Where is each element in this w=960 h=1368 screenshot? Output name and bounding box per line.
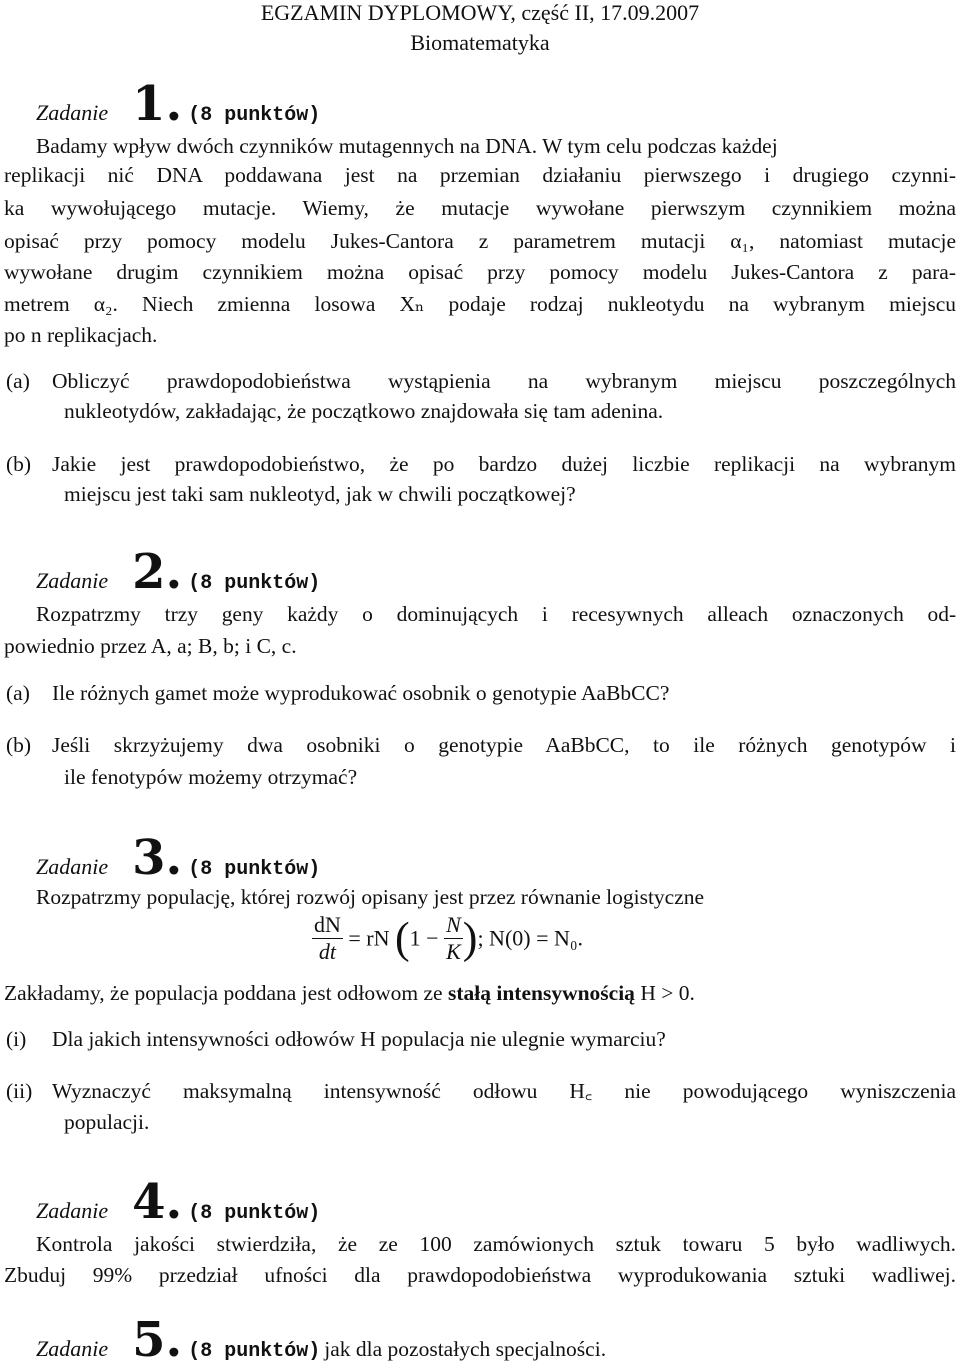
left-paren: ( — [395, 913, 410, 963]
task-3-item-i-line-1: Dla jakich intensywności odłowów H populacja nie ulegnie wymarciu? — [52, 1027, 666, 1051]
task-1-item-a-line-1: Obliczyć prawdopodobieństwa wystąpienia na wybranym miejscu poszczególnych — [52, 369, 956, 393]
task-points: (8 punktów) — [188, 104, 321, 127]
task-number: 1. — [132, 76, 183, 132]
task-3-item-i-label: (i) — [6, 1027, 27, 1051]
equation-one-minus: 1 − — [409, 925, 439, 951]
task-1-text-line-5: wywołane drugim czynnikiem można opisać przy pomocy modelu Jukes-Cantora z para- — [4, 260, 956, 284]
task-1-text-line-2: replikacji nić DNA poddawana jest na przemian działaniu pierwszego i drugiego czynni- — [4, 163, 956, 187]
task-2-text-line-2: powiednio przez A, a; B, b; i C, c. — [4, 634, 297, 658]
task-1-item-b-line-1: Jakie jest prawdopodobieństwo, że po bardzo dużej liczbie replikacji na wybranym — [52, 452, 956, 476]
task-2-item-b-line-2: ile fenotypów możemy otrzymać? — [64, 765, 358, 789]
task-1-item-a-label: (a) — [6, 369, 30, 393]
task-label: Zadanie — [36, 568, 109, 593]
right-paren: ) — [462, 913, 478, 963]
task-label: Zadanie — [36, 854, 109, 879]
task-1-heading — [36, 76, 321, 132]
exam-subject: Biomatematyka — [410, 30, 550, 55]
task-number: 3. — [132, 830, 183, 886]
equation-rhs: = rN — [348, 925, 390, 951]
task-1-text-line-7: po n replikacjach. — [4, 323, 158, 347]
task-4-heading — [36, 1174, 321, 1230]
task-1-item-a-line-2: nukleotydów, zakładając, że początkowo znajdowała się tam adenina. — [64, 399, 664, 423]
task-1-text-line-1: Badamy wpływ dwóch czynników mutagennych na DNA. W tym celu podczas każdej — [36, 134, 778, 158]
task-3-item-ii-line-2: populacji. — [64, 1110, 150, 1134]
derivative-fraction — [312, 912, 343, 965]
assumption-text: Zakładamy, że populacja poddana jest odłowom ze — [4, 981, 448, 1005]
exam-title: EGZAMIN DYPLOMOWY, część II, 17.09.2007 — [260, 0, 700, 25]
fraction-numerator: N — [446, 912, 461, 937]
task-2-heading — [36, 544, 321, 600]
task-1-text-line-6: metrem α₂. Niech zmienna losowa Xₙ podaje rodzaj nukleotydu na wybranym miejscu — [4, 292, 956, 316]
task-1-text-line-4: opisać przy pomocy modelu Jukes-Cantora z parametrem mutacji α₁, natomiast mutacje — [4, 229, 956, 253]
assumption-bold: stałą intensywnością — [447, 981, 635, 1005]
task-points: (8 punktów) — [188, 858, 321, 881]
task-5-heading — [36, 1312, 607, 1368]
carrying-capacity-fraction — [444, 912, 463, 965]
task-2-item-b-label: (b) — [6, 733, 32, 757]
task-points: (8 punktów) — [188, 1340, 321, 1363]
task-2-item-a-label: (a) — [6, 681, 30, 705]
task-4-text-line-1: Kontrola jakości stwierdziła, że ze 100 zamówionych sztuk towaru 5 było wadliwych. — [36, 1232, 956, 1256]
task-points: (8 punktów) — [188, 572, 321, 595]
task-3-item-ii-label: (ii) — [6, 1079, 33, 1103]
task-number: 4. — [132, 1174, 183, 1230]
task-2-item-a-line-1: Ile różnych gamet może wyprodukować osobnik o genotypie AaBbCC? — [52, 681, 670, 705]
task-label: Zadanie — [36, 100, 109, 125]
task-1-item-b-line-2: miejscu jest taki sam nukleotyd, jak w chwili początkowej? — [64, 482, 576, 506]
task-3-assumption — [4, 980, 695, 1006]
task-1-item-b-label: (b) — [6, 452, 32, 476]
fraction-denominator: K — [446, 939, 461, 964]
derivative-denominator: dt — [318, 939, 336, 964]
task-label: Zadanie — [36, 1336, 109, 1361]
task-3-heading — [36, 830, 321, 886]
task-4-text-line-2: Zbuduj 99% przedział ufności dla prawdopodobieństwa wyprodukowania sztuki wadliwej. — [4, 1263, 956, 1287]
logistic-equation — [312, 912, 583, 965]
task-3-item-ii-line-1: Wyznaczyć maksymalną intensywność odłowu H꜀ nie powodującego wyniszczenia — [52, 1079, 956, 1103]
assumption-tail: H > 0. — [634, 981, 695, 1005]
derivative-numerator: dN — [314, 912, 341, 937]
task-5-note: jak dla pozostałych specjalności. — [324, 1337, 607, 1361]
initial-condition: ; N(0) = N₀. — [477, 925, 584, 951]
task-number: 5. — [132, 1312, 183, 1368]
task-2-item-b-line-1: Jeśli skrzyżujemy dwa osobniki o genotypie AaBbCC, to ile różnych genotypów i — [52, 733, 956, 757]
task-label: Zadanie — [36, 1198, 109, 1223]
task-1-text-line-3: ka wywołującego mutacje. Wiemy, że mutacje wywołane pierwszym czynnikiem można — [4, 196, 956, 220]
task-points: (8 punktów) — [188, 1202, 321, 1225]
task-3-intro: Rozpatrzmy populację, której rozwój opisany jest przez równanie logistyczne — [36, 885, 705, 909]
task-number: 2. — [132, 544, 183, 600]
task-2-text-line-1: Rozpatrzmy trzy geny każdy o dominujących i recesywnych alleach oznaczonych od- — [36, 602, 957, 626]
